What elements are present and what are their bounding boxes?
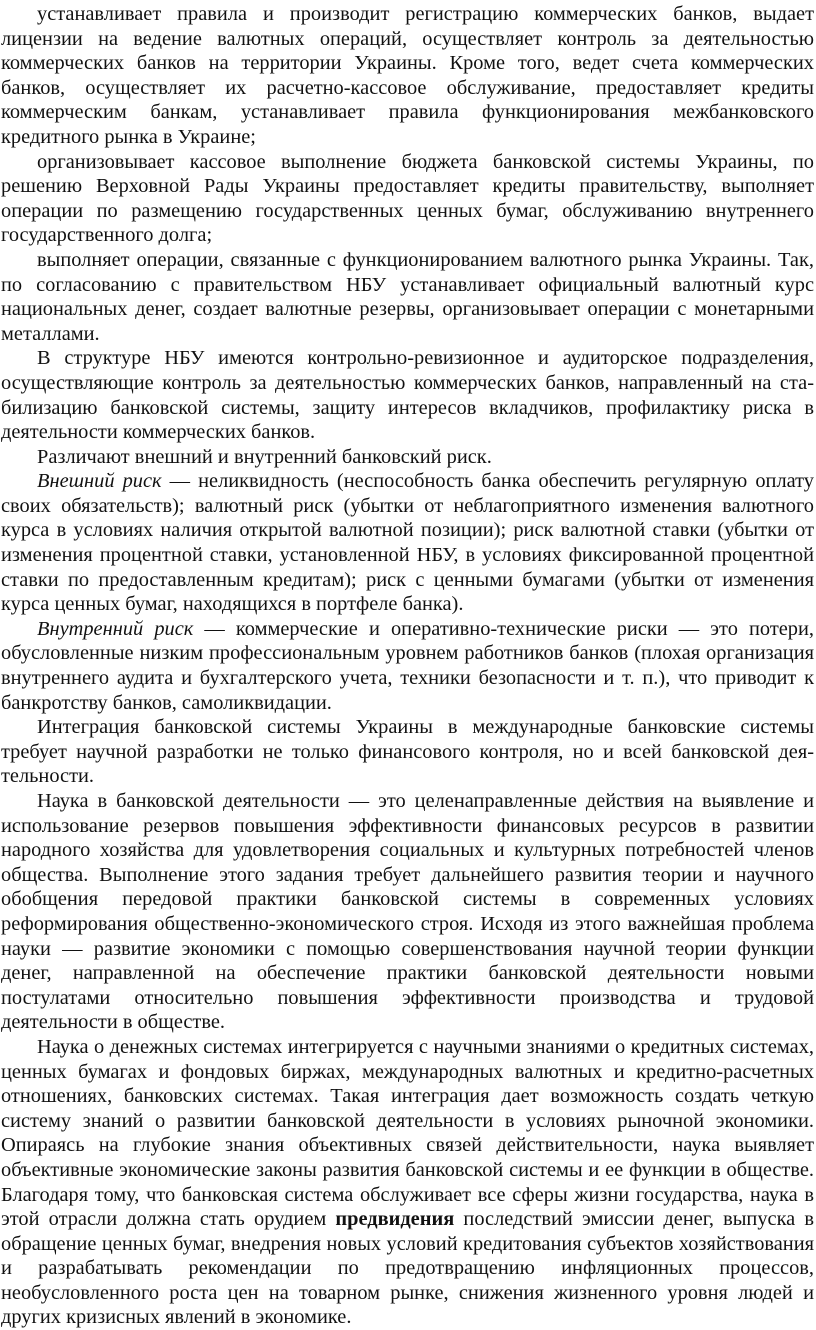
paragraph-nbu-registration <box>1 2 814 150</box>
term-external-risk: Внешний риск <box>37 470 162 493</box>
paragraph-integration <box>1 715 814 789</box>
paragraph-text: организовывает кассовое выполнение бюджета банковской системы Украины, по решению Верховной Рады Украины предоставляет кредиты правительству, выполняет операции по размещению государственных ценных бумаг, обслуживанию внутреннего государственного долга; <box>1 150 814 247</box>
paragraph-text-after: последствий эмиссии денег, выпуска в обращение ценных бумаг, внедрения новых условий кредитования субъектов хозяйствования и разрабатывать рекомендации по предотвращению инфляционных процессов, необусловленного роста цен на товарном рынке, снижения жизненного уровня людей и других кризисных явлений в экономике. <box>1 1208 814 1329</box>
paragraph-currency-operations <box>1 248 814 346</box>
paragraph-budget-execution <box>1 150 814 248</box>
paragraph-text: устанавливает правила и производит регистрацию коммерческих банков, выдает лицензии на ведение валютных операций, осуществляет контроль за деятельностью коммерческих банков на территории Украины. Кроме того, ведет счета коммерческих банков, осуществляет их расчетно-кассовое обслуживание, предоставляет кредиты коммерческим банкам, устанавливает правила функционирования межбанковского кредитного рынка в Украине; <box>1 3 814 148</box>
paragraph-text: Наука в банковской деятельности — это целенаправленные действия на выявление и использование резервов повышения эффективности финансовых ресурсов в развитии народного хозяйства для удовлетворения социальных и культурных потребностей членов общества. Выполнение этого задания требует дальнейшего развития теории и научного обобщения передовой практики банковской системы в современных условиях реформирования общественно-экономического строя. Исходя из этого важнейшая проблема науки — развитие экономики с помощью совершенствования научной теории функции денег, направленной на обеспечение практики банковской деятельности новыми постулатами относительно повышения эффективности производства и трудовой деятельности в обществе. <box>1 790 814 1034</box>
term-internal-risk: Внутренний риск <box>37 617 194 640</box>
paragraph-external-risk <box>1 469 814 617</box>
paragraph-text: В структуре НБУ имеются контрольно-ревизионное и аудиторское подразделения, осуществляющие контроль за деятельностью коммерческих банков, направленный на стабилизацию банковской системы, защиту интересов вкладчиков, профилактику риска в деятельности коммерческих банков. <box>1 347 814 444</box>
paragraph-science-banking <box>1 789 814 1035</box>
paragraph-nbu-structure <box>1 346 814 444</box>
paragraph-text-before: Наука о денежных системах интегрируется с научными знаниями о кредитных системах, ценных бумагах и фондовых биржах, международных валютных и кредитно-расчетных отношениях, банковских системах. Такая интеграция дает возможность создать четкую систему знаний о развитии банковской деятельности в условиях рыночной экономики. Опираясь на глубокие знания объективных связей действительности, наука выявляет объективные экономические законы развития банковской системы и ее функции в обществе. Благодаря тому, что банковская система обслуживает все сферы жизни государства, наука в этой отрасли должна стать орудием <box>1 1035 814 1231</box>
paragraph-text: — коммерческие и оперативно-технические риски — это потери, обусловленные низким профессиональным уровнем работников банков (плохая организация внутреннего аудита и бухгалтерского учета, техники безопасности и т. п.), что приводит к банкротству банков, самоликвидации. <box>1 617 814 714</box>
paragraph-science-monetary <box>1 1035 814 1330</box>
paragraph-text: Различают внешний и внутренний банковский риск. <box>37 445 492 468</box>
paragraph-text: Интеграция банковской системы Украины в международные банковские системы требует научной разработки не только финансового контроля, но и всей банковской деятельности. <box>1 716 814 788</box>
emphasis-foresight: предвидения <box>335 1208 455 1231</box>
paragraph-internal-risk <box>1 617 814 715</box>
paragraph-risk-types <box>1 445 814 470</box>
paragraph-text: выполняет операции, связанные с функционированием валютного рынка Украины. Так, по согласованию с правительством НБУ устанавливает официальный валютный курс национальных денег, создает валютные резервы, организовывает операции с монетарными металлами. <box>1 248 814 345</box>
paragraph-text: — неликвидность (неспособность банка обеспечить регулярную оплату своих обязательств); валютный риск (убытки от неблагоприятного изменения валютного курса в условиях наличия открытой валютной позиции); риск валютной ставки (убытки от изменения процентной ставки, установленной НБУ, в условиях фиксированной процентной ставки по предоставленным кредитам); риск с ценными бумагами (убытки от изменения курса ценных бумаг, находящихся в портфеле банка). <box>1 470 814 616</box>
